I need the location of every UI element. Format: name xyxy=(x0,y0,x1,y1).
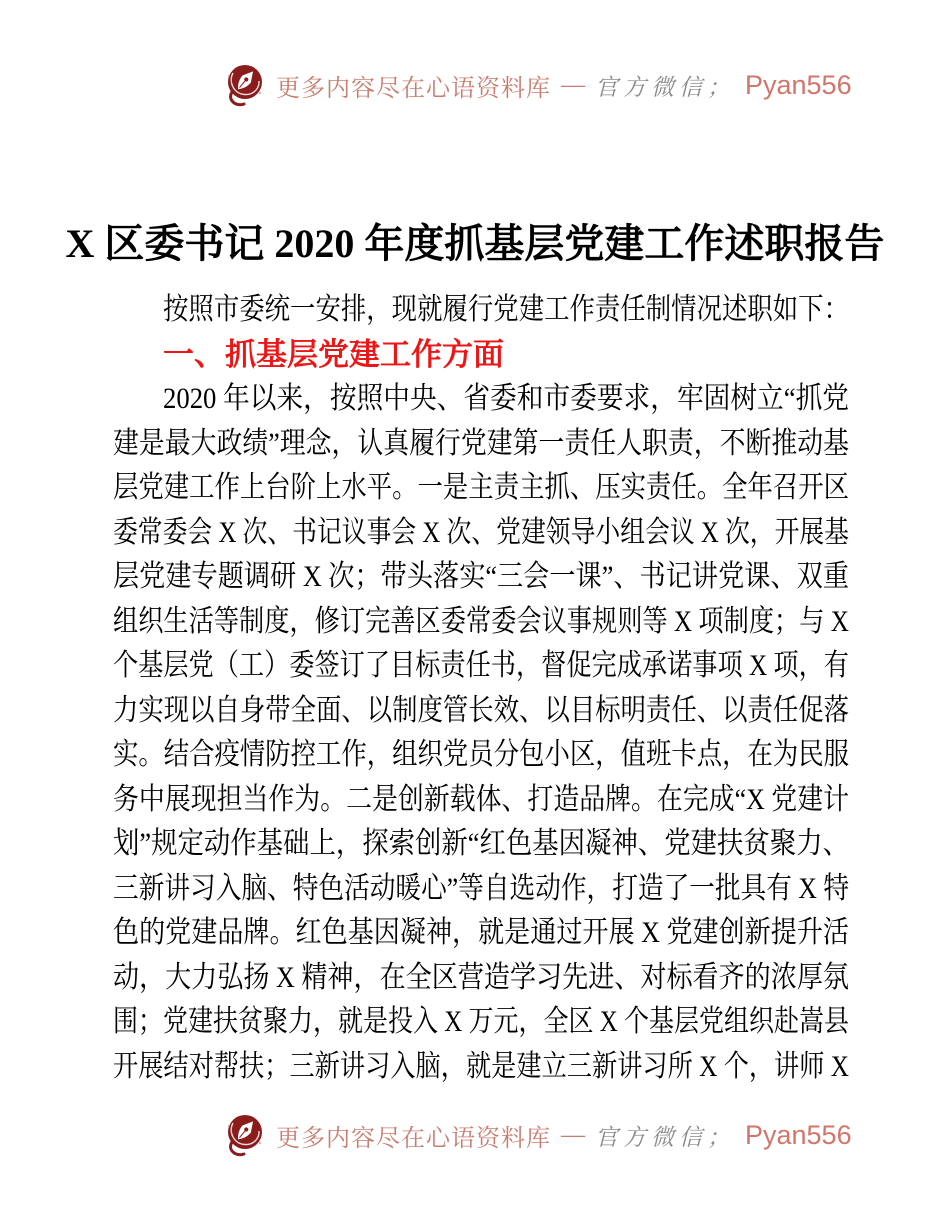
watermark-text: 更多内容尽在心语资料库 xyxy=(276,75,551,102)
text-line: 色的党建品牌。红色基因凝神，就是通过开展 X 党建创新提升活 xyxy=(113,916,849,949)
text-line: 委常委会 X 次、书记议事会 X 次、党建领导小组会议 X 次，开展基 xyxy=(113,515,849,549)
watermark-wechat-account: Pyan556 xyxy=(745,1119,852,1150)
watermark-channel-label: 官方微信； xyxy=(595,1124,735,1151)
text-line: 力实现以自身带全面、以制度管长效、以目标明责任、以责任促落 xyxy=(113,693,849,727)
text-line: 围；党建扶贫聚力，就是投入 X 万元，全区 X 个基层党组织赴嵩县 xyxy=(113,1005,849,1038)
text-line: 层党建专题调研 X 次；带头落实“三会一课”、书记讲党课、双重 xyxy=(113,560,849,593)
watermark-dash: — xyxy=(561,1121,585,1148)
text-line: 层党建工作上台阶上水平。一是主责主抓、压实责任。全年召开区 xyxy=(113,471,849,504)
text-line: 务中展现担当作为。二是创新载体、打造品牌。在完成“X 党建计 xyxy=(113,782,849,816)
text-line: 划”规定动作基础上，探索创新“红色基因凝神、党建扶贫聚力、 xyxy=(113,827,849,860)
header-watermark xyxy=(224,62,852,108)
text-line: 建是最大政绩”理念，认真履行党建第一责任人职责，不断推动基 xyxy=(113,426,849,460)
footer-watermark xyxy=(224,1112,852,1158)
pen-nib-logo-icon xyxy=(224,62,266,108)
section-heading: 一、抓基层党建工作方面 xyxy=(163,336,504,372)
watermark-dash: — xyxy=(561,71,585,98)
text-line: 三新讲习入脑、特色活动暖心”等自选动作，打造了一批具有 X 特 xyxy=(113,871,849,905)
text-line: 实。结合疫情防控工作，组织党员分包小区，值班卡点，在为民服 xyxy=(113,738,849,771)
watermark-channel-label: 官方微信； xyxy=(595,74,735,101)
document-body xyxy=(113,288,849,1089)
text-line: 开展结对帮扶；三新讲习入脑，就是建立三新讲习所 X 个，讲师 X xyxy=(113,1049,849,1083)
document-title: X 区委书记 2020 年度抓基层党建工作述职报告 xyxy=(65,221,885,266)
text-line: 按照市委统一安排，现就履行党建工作责任制情况述职如下： xyxy=(163,293,849,326)
pen-nib-logo-icon xyxy=(224,1112,266,1158)
text-line: 2020 年以来，按照中央、省委和市委要求，牢固树立“抓党 xyxy=(163,382,849,415)
text-line: 组织生活等制度，修订完善区委常委会议事规则等 X 项制度；与 X xyxy=(113,604,849,638)
watermark-text: 更多内容尽在心语资料库 xyxy=(276,1125,551,1152)
text-line: 动，大力弘扬 X 精神，在全区营造学习先进、对标看齐的浓厚氛 xyxy=(113,960,849,994)
text-line: 个基层党（工）委签订了目标责任书，督促完成承诺事项 X 项，有 xyxy=(113,649,849,682)
watermark-wechat-account: Pyan556 xyxy=(745,69,852,100)
